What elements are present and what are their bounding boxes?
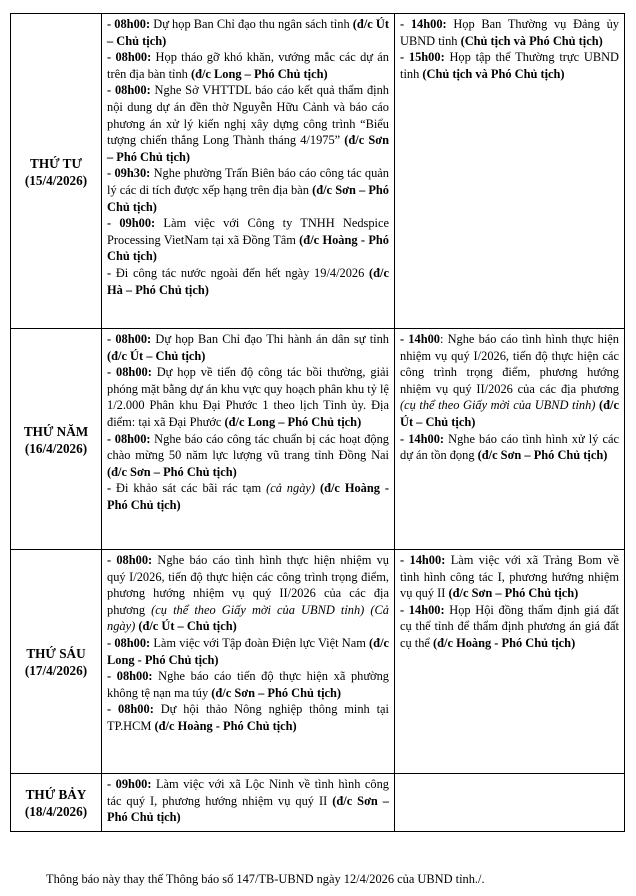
schedule-entry: [107, 265, 389, 298]
entry-italic-note: (cụ thể theo Giấy mời của UBND tỉnh): [400, 398, 596, 413]
entry-responsible: (đ/c Sơn – Phó Chủ tịch): [211, 685, 342, 700]
entry-text: Làm việc với xã Trảng Bom về tình hình công tác I, phương hướng nhiệm vụ quý II: [400, 553, 619, 601]
schedule-entry: [107, 635, 389, 668]
entry-text: Nghe phường Trấn Biên báo cáo công tác quản lý các di tích được xếp hạng trên địa bàn: [107, 166, 389, 197]
footer-note: Thông báo này thay thế Thông báo số 147/TB-UBND ngày 12/4/2026 của UBND tỉnh./.: [46, 872, 485, 886]
entry-text: Họp tập thể Thường trực UBND tỉnh: [400, 50, 619, 81]
entry-text: Đi công tác nước ngoài đến hết ngày 19/4/2026: [115, 265, 370, 280]
day-date: (15/4/2026): [24, 172, 88, 188]
entry-time: 08h00:: [116, 669, 153, 684]
entry-dash: -: [107, 635, 115, 650]
entry-dash: -: [107, 669, 117, 684]
entry-responsible: (Chủ tịch và Phó Chủ tịch): [422, 66, 565, 81]
entry-responsible: (đ/c Hoàng - Phó Chủ tịch): [107, 232, 389, 264]
entry-responsible: (đ/c Hoàng - Phó Chủ tịch): [107, 481, 389, 512]
entry-time: 08h00:: [116, 365, 152, 380]
entry-time: 08h00:: [114, 17, 151, 31]
entry-dash: -: [400, 553, 410, 567]
schedule-entry: [107, 215, 389, 265]
entry-time: 14h00:: [408, 431, 445, 446]
entry-dash: -: [400, 431, 409, 446]
entry-text: Họp Hội đồng thẩm định giá đất cụ thể tỉnh để thẩm định phương án giá đất cụ thể: [400, 602, 620, 650]
entry-time: 09h30:: [114, 166, 151, 181]
entry-responsible: (đ/c Út – Chủ tịch): [138, 619, 237, 634]
entry-dash: -: [107, 553, 117, 567]
entry-responsible: (đ/c Sơn – Phó Chủ tịch): [107, 182, 389, 214]
entry-time: 08h00:: [114, 431, 151, 446]
schedule-entry: [400, 431, 619, 464]
schedule-entry: [107, 552, 389, 635]
day-date: (17/4/2026): [24, 663, 88, 678]
morning-cell: [102, 329, 395, 550]
entry-text: Nghe báo cáo tình hình thực hiện nhiệm vụ quý I/2026, tiến độ thực hiện các công trình trọng điểm, phương hướng nhiệm vụ quý II/2026 của các địa phương: [107, 553, 389, 617]
entry-dash: -: [107, 216, 120, 231]
schedule-row: [11, 550, 625, 774]
day-cell: [11, 14, 102, 329]
entry-dash: -: [107, 50, 116, 65]
entry-time: 08h00:: [118, 702, 154, 717]
entry-text: Họp Ban Thường vụ Đảng ủy UBND tỉnh: [400, 17, 620, 48]
entry-text: : Nghe báo cáo tình hình thực hiện nhiệm vụ quý I/2026, tiến độ thực hiện các công trình trọng điểm, phương hướng nhiệm vụ quý II/2026 của các địa phương: [400, 332, 619, 396]
entry-responsible: (đ/c Long – Phó Chủ tịch): [190, 66, 328, 81]
afternoon-cell: [395, 550, 625, 774]
entry-italic-note: (cả ngày): [266, 481, 316, 496]
entry-text: Làm việc với xã Lộc Ninh về tình hình công tác quý I, phương hướng nhiệm vụ quý II: [107, 777, 389, 808]
entry-dash: -: [107, 431, 115, 446]
schedule-entry: [107, 431, 389, 481]
entry-time: 08h00:: [116, 553, 153, 567]
schedule-body: [11, 14, 625, 832]
schedule-row: [11, 14, 625, 329]
entry-text: Nghe báo cáo tình hình xử lý các dự án tồn đọng: [400, 431, 619, 463]
entry-responsible: (đ/c Út – Chủ tịch): [107, 348, 206, 363]
schedule-entry: [400, 49, 619, 82]
entry-time: 14h00:: [408, 602, 445, 617]
entry-responsible: (đ/c Út – Chủ tịch): [400, 398, 619, 429]
entry-responsible: (đ/c Hà – Phó Chủ tịch): [107, 265, 389, 297]
schedule-entry: [107, 668, 389, 701]
schedule-entry: [107, 165, 389, 215]
entry-text: Nghe Sở VHTTDL báo cáo kết quả thẩm định nội dung dự án đền thờ Nguyễn Hữu Cảnh và báo cáo phương án xử lý kiến nghị xây dựng công trình “Biểu tượng chiến thắng Long Thành tháng 4/1975”: [107, 83, 389, 148]
entry-responsible: (đ/c Út – Chủ tịch): [107, 17, 389, 48]
entry-responsible: (đ/c Long – Phó Chủ tịch): [224, 414, 362, 429]
day-name: THỨ TƯ: [30, 155, 82, 171]
schedule-entry: [107, 49, 389, 82]
schedule-entry: [400, 552, 619, 602]
entry-dash: -: [107, 481, 117, 496]
day-cell: [11, 774, 102, 832]
entry-time: 09h00:: [115, 777, 152, 791]
entry-responsible: (đ/c Sơn – Phó Chủ tịch): [107, 133, 389, 164]
entry-time: 09h00:: [119, 216, 156, 231]
afternoon-cell: [395, 774, 625, 832]
entry-text: Nghe báo cáo công tác chuẩn bị các hoạt động chào mừng 50 năm lực lượng vũ trang tỉnh Đồng Nai: [107, 431, 389, 463]
day-cell: [11, 329, 102, 550]
day-name: THỨ BẢY: [25, 787, 87, 802]
entry-time: 08h00:: [114, 83, 151, 98]
entry-responsible: (đ/c Hoàng - Phó Chủ tịch): [154, 718, 297, 733]
entry-text: Họp tháo gỡ khó khăn, vướng mắc các dự án trên địa bàn tỉnh: [107, 50, 389, 81]
entry-dash: -: [107, 702, 119, 717]
entry-dash: -: [107, 83, 115, 98]
schedule-entry: [400, 331, 619, 431]
entry-text: Dự họp về tiến độ công tác bồi thường, giải phóng mặt bằng dự án khu vực quy hoạch phân khu tỷ lệ 1/2.000 Phân khu Đại Phước 1 theo lịch Tỉnh ủy. Địa điểm: tại xã Đại Phước: [107, 365, 389, 429]
schedule-entry: [107, 82, 389, 165]
entry-responsible: (đ/c Long - Phó Chủ tịch): [107, 635, 390, 667]
entry-responsible: (đ/c Sơn – Phó Chủ tịch): [477, 448, 608, 463]
entry-text: Nghe báo cáo tiến độ thực hiện xã phường không tệ nạn ma túy: [107, 669, 389, 700]
entry-responsible: (đ/c Sơn – Phó Chủ tịch): [107, 793, 390, 825]
entry-dash: -: [107, 17, 115, 31]
morning-cell: [102, 774, 395, 832]
day-name: THỨ NĂM: [23, 423, 89, 439]
entry-dash: -: [400, 602, 409, 617]
entry-time: 08h00:: [114, 635, 151, 650]
entry-text: Dự họp Ban Chỉ đạo thu ngân sách tỉnh: [150, 17, 353, 31]
entry-time: 08h00:: [115, 50, 152, 65]
entry-text: Dự hội thảo Nông nghiệp thông minh tại TP.HCM: [107, 702, 389, 733]
day-date: (16/4/2026): [24, 440, 88, 456]
entry-time: 14h00:: [410, 17, 447, 31]
schedule-entry: [107, 701, 389, 734]
entry-responsible: (đ/c Sơn – Phó Chủ tịch): [448, 586, 579, 601]
entry-time: 15h00:: [408, 50, 445, 65]
schedule-row: [11, 329, 625, 550]
schedule-entry: [400, 16, 619, 49]
entry-text: Dự họp Ban Chỉ đạo Thi hành án dân sự tỉnh: [151, 332, 389, 346]
entry-text: Làm việc với Công ty TNHH Nedspice Processing VietNam tại xã Đồng Tâm: [107, 216, 389, 247]
entry-dash: -: [400, 17, 411, 31]
entry-dash: -: [107, 166, 115, 181]
entry-time: 14h00:: [409, 553, 446, 567]
schedule-entry: [107, 364, 389, 430]
entry-text: Đi khảo sát các bãi rác tạm: [116, 481, 267, 496]
entry-responsible: (đ/c Hoàng - Phó Chủ tịch): [433, 635, 576, 650]
schedule-table: [10, 13, 625, 832]
afternoon-cell: [395, 14, 625, 329]
day-cell: [11, 550, 102, 774]
schedule-entry: [107, 480, 389, 513]
entry-text: Làm việc với Tập đoàn Điện lực Việt Nam: [150, 635, 370, 650]
entry-time: 08h00:: [115, 332, 152, 346]
schedule-row: [11, 774, 625, 832]
entry-dash: -: [107, 332, 116, 346]
entry-responsible: (đ/c Sơn – Phó Chủ tịch): [107, 464, 237, 479]
day-name: THỨ SÁU: [26, 646, 86, 661]
schedule-entry: [107, 331, 389, 364]
schedule-entry: [107, 776, 389, 826]
entry-dash: -: [107, 365, 117, 380]
day-date: (18/4/2026): [24, 804, 88, 819]
schedule-entry: [107, 16, 389, 49]
schedule-entry: [400, 602, 619, 652]
entry-dash: -: [400, 332, 409, 346]
afternoon-cell: [395, 329, 625, 550]
entry-responsible: (Chủ tịch và Phó Chủ tịch): [460, 33, 603, 48]
morning-cell: [102, 14, 395, 329]
entry-dash: -: [107, 265, 116, 280]
morning-cell: [102, 550, 395, 774]
entry-dash: -: [400, 50, 409, 65]
entry-time: 14h00: [408, 332, 440, 346]
entry-dash: -: [107, 777, 116, 791]
entry-italic-note: (cụ thể theo Giấy mời của UBND tỉnh) (Cả ngày): [107, 602, 389, 634]
